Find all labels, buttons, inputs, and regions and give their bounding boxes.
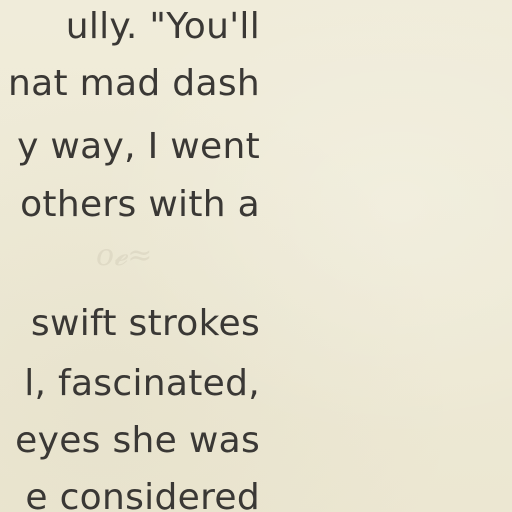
text-line-8: e considered xyxy=(25,477,260,512)
text-line-6: l, fascinated, xyxy=(24,363,260,404)
text-line-3: y way, I went xyxy=(17,126,260,167)
text-line-5: swift strokes xyxy=(30,303,260,344)
text-line-2: nat mad dash xyxy=(8,63,260,104)
text-line-7: eyes she was xyxy=(15,420,260,461)
show-through-mark: o𝓮≈ xyxy=(96,238,153,273)
text-line-4: others with a xyxy=(20,184,260,225)
text-line-1: ully. "You'll xyxy=(65,6,260,47)
